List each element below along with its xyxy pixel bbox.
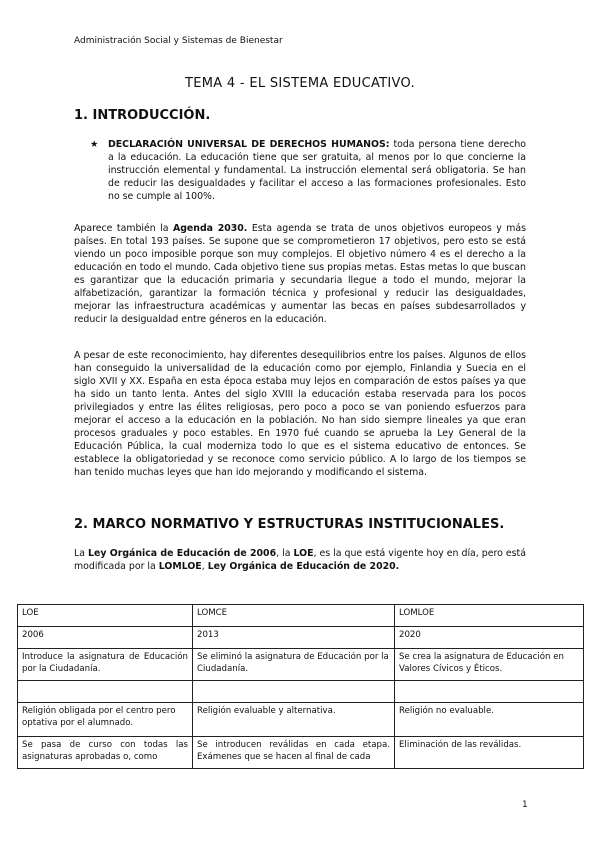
p1-pre: Aparece también la — [74, 223, 173, 234]
table-cell: Religión no evaluable. — [395, 703, 584, 737]
laws-comparison-table — [17, 604, 584, 769]
table-row — [18, 681, 584, 703]
table-header-cell: LOMLOE — [395, 605, 584, 627]
table-row — [18, 627, 584, 649]
bullet-body: toda persona tiene derecho a la educación. La educación tiene que ser gratuita, al menos por lo que concierne la instrucción elemental y fundamental. La instrucción elemental será obligatoria. Se han de reducir las desigualdades y facilitar el acceso a las formaciones profesionales. Esto no se cumple al 100%. — [108, 139, 526, 202]
table-header-cell: LOE — [18, 605, 193, 627]
table-cell: Se pasa de curso con todas las asignaturas aprobadas o, como — [18, 737, 193, 769]
table-cell: Religión evaluable y alternativa. — [193, 703, 395, 737]
table-cell: Introduce la asignatura de Educación por la Ciudadanía. — [18, 649, 193, 681]
running-header: Administración Social y Sistemas de Bienestar — [74, 36, 283, 46]
intro-t4: , — [201, 561, 208, 572]
intro-b2: LOE — [293, 548, 314, 559]
table-row — [18, 703, 584, 737]
table-cell: Eliminación de las reválidas. — [395, 737, 584, 769]
table-cell — [18, 681, 193, 703]
section-heading-introduccion: 1. INTRODUCCIÓN. — [74, 108, 211, 123]
bullet-item-declaracion — [90, 138, 526, 203]
table-cell — [193, 681, 395, 703]
table-cell: Se eliminó la asignatura de Educación por la Ciudadanía. — [193, 649, 395, 681]
intro-t3: , es la que está vigente hoy en día, pero está modificada por la — [74, 548, 526, 572]
table-header-cell: LOMCE — [193, 605, 395, 627]
intro-t1: La — [74, 548, 88, 559]
table-header-row — [18, 605, 584, 627]
p1-bold: Agenda 2030. — [172, 223, 248, 234]
table-cell: Se introducen reválidas en cada etapa. Exámenes que se hacen al final de cada — [193, 737, 395, 769]
star-bullet-icon: ★ — [90, 139, 99, 150]
page-title: TEMA 4 - EL SISTEMA EDUCATIVO. — [185, 76, 415, 91]
p1-post: Esta agenda se trata de unos objetivos europeos y más países. En total 193 países. Se supone que se comprometieron 17 objetivos, pero esto se está viendo un poco imposible porque son muy complejos. El objetivo número 4 es el derecho a la educación en todo el mundo. Cada objetivo tiene sus propias metas. Estas metas lo que buscan es garantizar que la educación primaria y secundaria llegue a todo el mundo, mejorar la alfabetización, garantizar la formación técnica y profesional y reducir las desigualdades, mejorar las infraestructura académicas y aumentar las becas en países subdesarrollados y reducir la desigualdad entre géneros en la educación. — [74, 223, 526, 325]
table-cell: 2006 — [18, 627, 193, 649]
table-row — [18, 737, 584, 769]
section-heading-marco-normativo: 2. MARCO NORMATIVO Y ESTRUCTURAS INSTITUCIONALES. — [74, 517, 505, 532]
table-cell: Se crea la asignatura de Educación en Valores Cívicos y Éticos. — [395, 649, 584, 681]
table-cell — [395, 681, 584, 703]
paragraph-loe-intro — [74, 547, 526, 573]
intro-t2: , la — [276, 548, 294, 559]
bullet-text — [108, 138, 526, 203]
intro-b4: Ley Orgánica de Educación de 2020. — [207, 561, 400, 572]
table-cell: Religión obligada por el centro pero optativa por el alumnado. — [18, 703, 193, 737]
table-cell: 2020 — [395, 627, 584, 649]
table-cell: 2013 — [193, 627, 395, 649]
intro-b1: Ley Orgánica de Educación de 2006 — [87, 548, 277, 559]
paragraph-agenda-2030 — [74, 222, 526, 326]
intro-b3: LOMLOE — [158, 561, 202, 572]
page-number: 1 — [522, 800, 528, 810]
table-row — [18, 649, 584, 681]
paragraph-desequilibrios: A pesar de este reconocimiento, hay diferentes desequilibrios entre los países. Algunos de ellos han conseguido la universalidad de la educación como por ejemplo, Finlandia y Suecia en el siglo XVII y XX. España en esta época estaba muy lejos en comparación de estos países ya que ha sido un tanto lenta. Antes del siglo XVIII la educación estaba reservada para los pocos privilegiados y entre las élites religiosas, pero poco a poco se van poniendo esfuerzos para mejorar el acceso a la educación en la población. No han sido siempre lineales ya que eran procesos graduales y poco estables. En 1970 fué cuando se aprueba la Ley General de la Educación Pública, la cual moderniza todo lo que es el sistema educativo de entonces. Se establece la obligatoriedad y se reconoce como servicio público. A lo largo de los tiempos se han tenido muchas leyes que han ido mejorando y modificando el sistema. — [74, 350, 526, 478]
bullet-lead: DECLARACIÓN UNIVERSAL DE DERECHOS HUMANOS: — [108, 139, 390, 150]
